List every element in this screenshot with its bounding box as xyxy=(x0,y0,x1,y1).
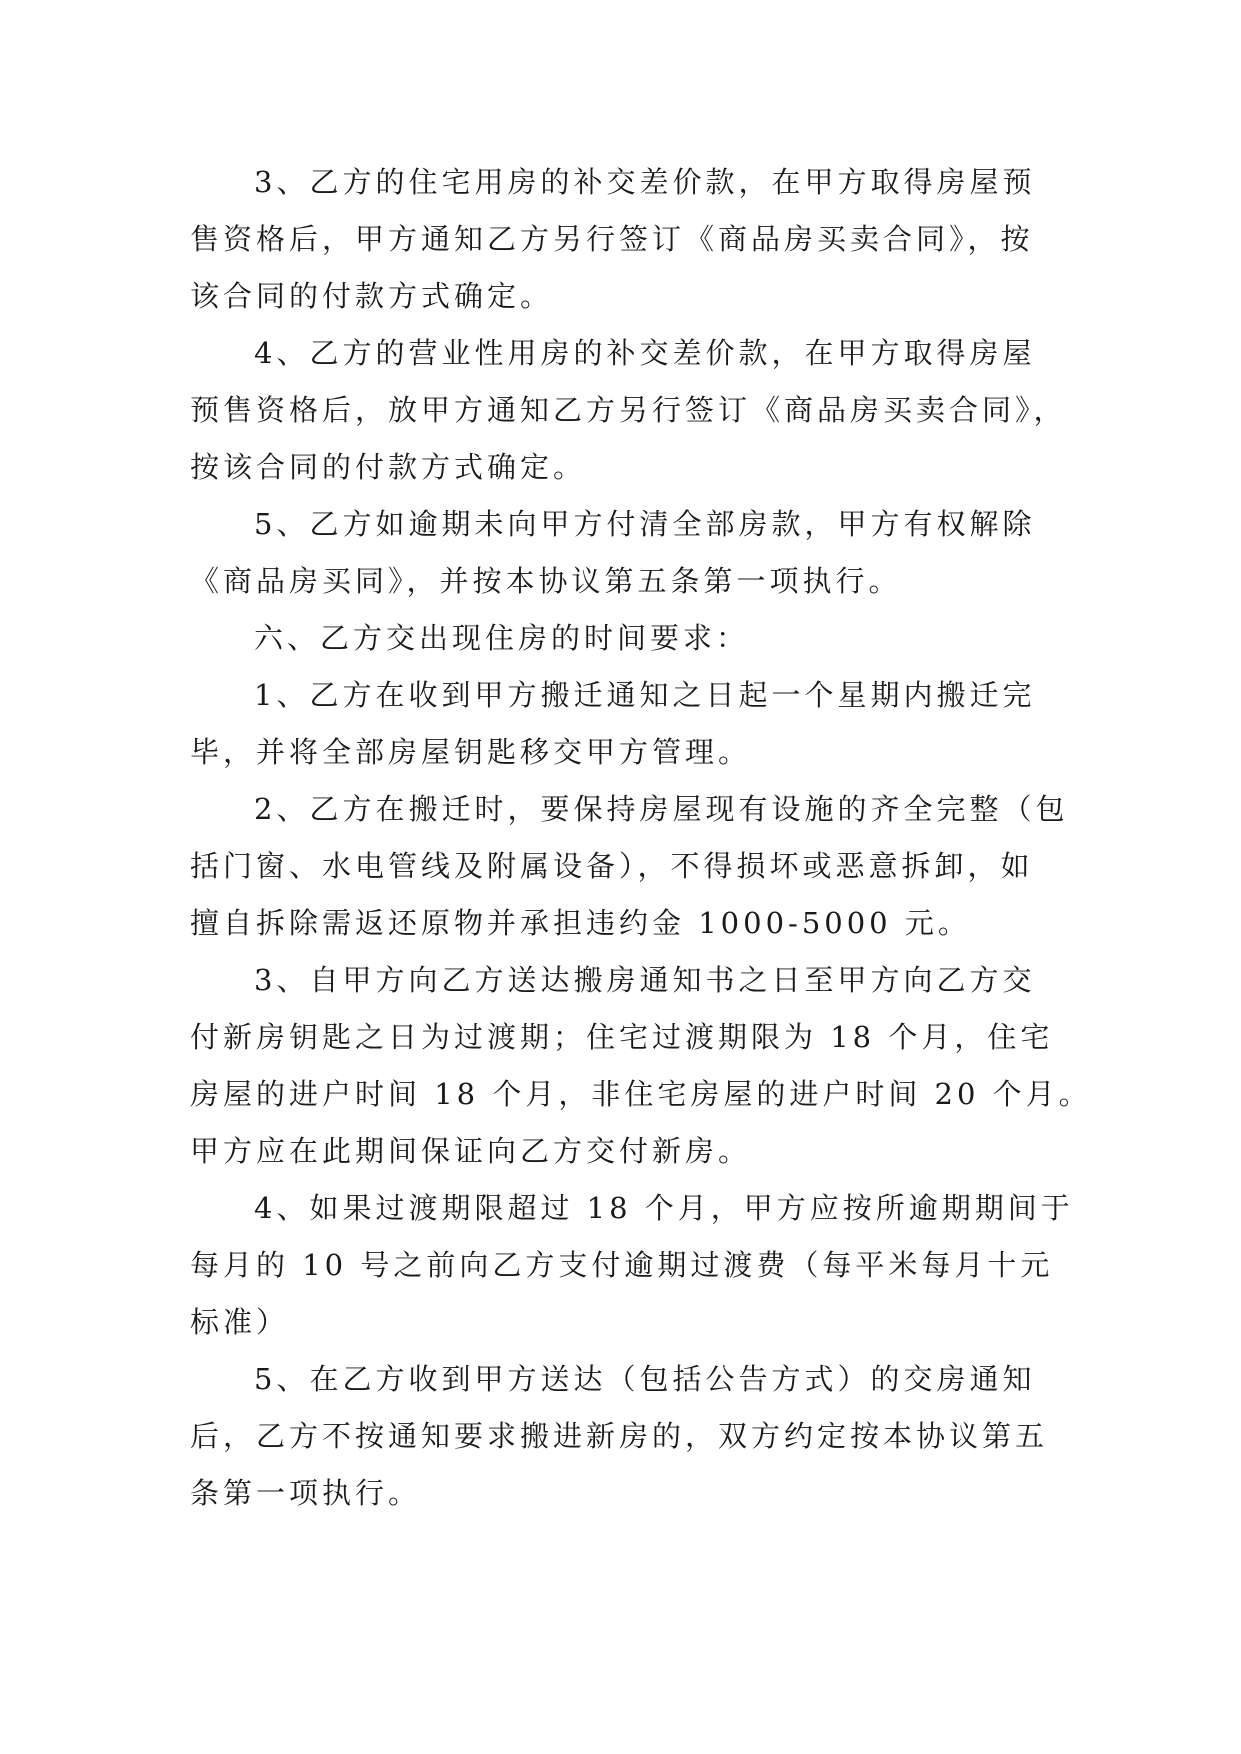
section-heading: 六、乙方交出现住房的时间要求： xyxy=(254,621,750,655)
text-line: 3、自甲方向乙方送达搬房通知书之日至甲方向乙方交 xyxy=(254,963,1036,997)
text-line: 该合同的付款方式确定。 xyxy=(190,279,554,313)
text-line: 预售资格后，放甲方通知乙方另行签订《商品房买卖合同》， xyxy=(190,393,1067,427)
text-line: 标准） xyxy=(190,1305,290,1339)
text-line: 条第一项执行。 xyxy=(190,1476,422,1510)
text-line: 售资格后，甲方通知乙方另行签订《商品房买卖合同》，按 xyxy=(190,222,1034,256)
text-line: 3、乙方的住宅用房的补交差价款，在甲方取得房屋预 xyxy=(254,165,1036,199)
text-line: 1、乙方在收到甲方搬迁通知之日起一个星期内搬迁完 xyxy=(254,678,1036,712)
text-line: 甲方应在此期间保证向乙方交付新房。 xyxy=(190,1134,752,1168)
text-line: 毕，并将全部房屋钥匙移交甲方管理。 xyxy=(190,735,752,769)
text-line: 5、在乙方收到甲方送达（包括公告方式）的交房通知 xyxy=(254,1362,1036,1396)
text-line: 房屋的进户时间 18 个月，非住宅房屋的进户时间 20 个月。 xyxy=(190,1077,1092,1111)
text-line: 付新房钥匙之日为过渡期；住宅过渡期限为 18 个月，住宅 xyxy=(190,1020,1054,1054)
text-line: 按该合同的付款方式确定。 xyxy=(190,450,587,484)
text-line: 4、乙方的营业性用房的补交差价款，在甲方取得房屋 xyxy=(254,336,1036,370)
text-line: 《商品房买同》，并按本协议第五条第一项执行。 xyxy=(190,564,902,598)
text-line: 5、乙方如逾期未向甲方付清全部房款，甲方有权解除 xyxy=(254,507,1036,541)
text-line: 4、如果过渡期限超过 18 个月，甲方应按所逾期期间于 xyxy=(254,1191,1074,1225)
text-line: 括门窗、水电管线及附属设备），不得损坏或恶意拆卸，如 xyxy=(190,849,1034,883)
text-line: 擅自拆除需返还原物并承担违约金 1000-5000 元。 xyxy=(190,906,971,940)
text-line: 2、乙方在搬迁时，要保持房屋现有设施的齐全完整（包 xyxy=(254,792,1069,826)
text-line: 后，乙方不按通知要求搬进新房的，双方约定按本协议第五 xyxy=(190,1419,1049,1453)
text-line: 每月的 10 号之前向乙方支付逾期过渡费（每平米每月十元 xyxy=(190,1248,1054,1282)
